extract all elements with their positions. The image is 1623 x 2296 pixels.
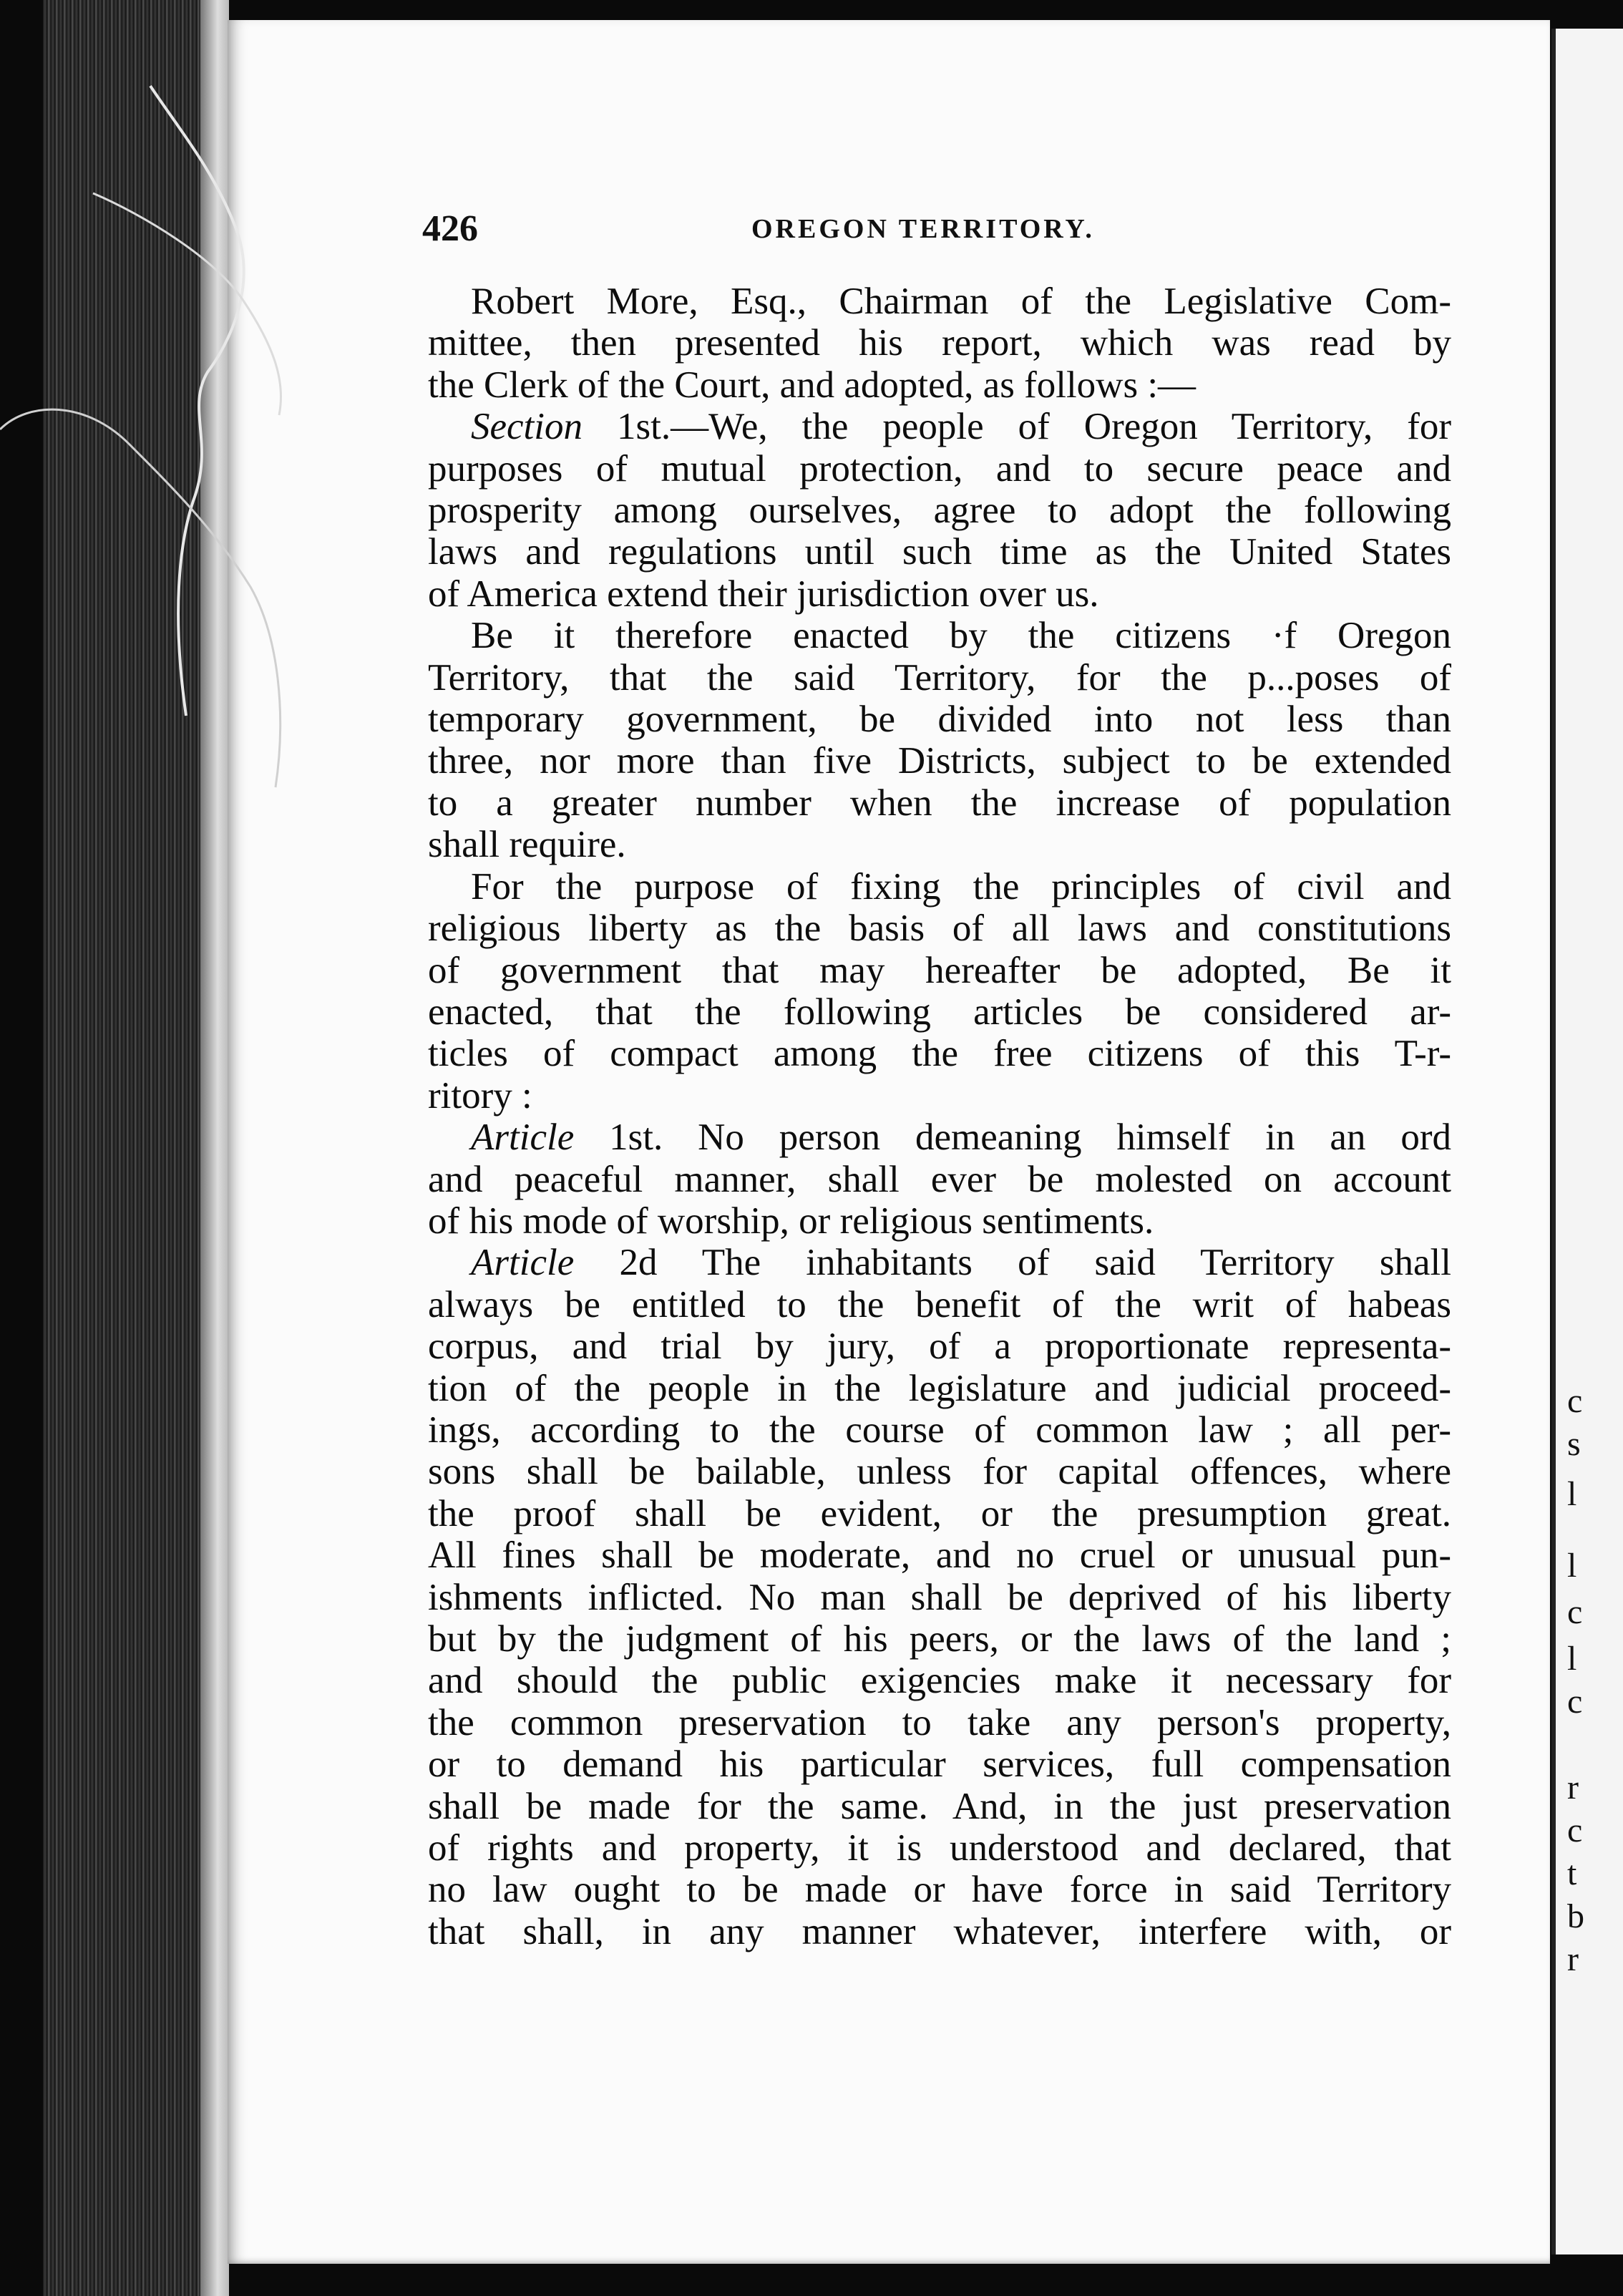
article-label: Article [471, 1242, 575, 1284]
text-line: no law ought to be made or have force in said Territory [428, 1869, 1451, 1911]
text-line: temporary government, be divided into not less than [428, 699, 1451, 741]
paragraph-article-1 [428, 1117, 1451, 1242]
text-line: enacted, that the following articles be considered ar- [428, 991, 1451, 1033]
facing-page-letter: l [1567, 1547, 1577, 1585]
facing-page-letter: c [1567, 1593, 1583, 1631]
text-line [428, 1242, 1451, 1283]
text-line: the Clerk of the Court, and adopted, as follows :— [428, 364, 1196, 406]
paragraph-article-2 [428, 1242, 1451, 1952]
text-line [428, 1117, 1451, 1158]
text-line: purposes of mutual protection, and to secure peace and [428, 447, 1451, 490]
text-line: laws and regulations until such time as the United States [428, 531, 1451, 573]
text-line: the common preservation to take any person's property, [428, 1701, 1451, 1743]
text-line: corpus, and trial by jury, of a proportionate representa- [428, 1325, 1451, 1368]
facing-page-letter: b [1567, 1897, 1584, 1935]
paragraph-enactment [428, 615, 1451, 865]
text-line: of his mode of worship, or religious sentiments. [428, 1200, 1154, 1242]
body-text [428, 281, 1451, 1952]
facing-page-letter: r [1567, 1769, 1579, 1806]
paragraph-principles [428, 866, 1451, 1117]
facing-page-edge [1551, 29, 1623, 2254]
text-line: shall require. [428, 824, 626, 866]
text-line: sons shall be bailable, unless for capital offences, where [428, 1451, 1451, 1493]
text-line: but by the judgment of his peers, or the laws of the land ; [428, 1618, 1451, 1660]
paragraph-intro [428, 281, 1451, 406]
paragraph-section-1 [428, 406, 1451, 615]
running-title: OREGON TERRITORY. [751, 214, 1095, 244]
article-lead-text: 2d The inhabitants of said Territory shall [574, 1242, 1451, 1284]
article-lead-text: 1st. No person demeaning himself in an ord [574, 1117, 1451, 1159]
text-line: to a greater number when the increase of population [428, 782, 1451, 824]
facing-page-letter: c [1567, 1382, 1583, 1420]
text-line: shall be made for the same. And, in the just preservation [428, 1785, 1451, 1827]
text-line: prosperity among ourselves, agree to adopt the following [428, 490, 1451, 532]
running-head [422, 208, 1481, 250]
facing-page-letter: s [1567, 1425, 1581, 1463]
text-line: ritory : [428, 1074, 532, 1117]
text-line: or to demand his particular services, full compensation [428, 1743, 1451, 1786]
page-number: 426 [422, 208, 478, 249]
text-line [428, 406, 1451, 447]
text-line: of America extend their jurisdiction over us. [428, 573, 1099, 615]
text-line: mittee, then presented his report, which was read by [428, 322, 1451, 364]
section-lead-text: 1st.—We, the people of Oregon Territory, for [583, 406, 1451, 448]
facing-page-letter: l [1567, 1475, 1577, 1513]
book-page-edges [43, 0, 229, 2296]
text-line: ishments inflicted. No man shall be deprived of his liberty [428, 1576, 1451, 1618]
text-line: Robert More, Esq., Chairman of the Legislative Com- [471, 281, 1451, 322]
text-line: Territory, that the said Territory, for the p...poses of [428, 656, 1451, 699]
text-line: always be entitled to the benefit of the writ of habeas [428, 1283, 1451, 1325]
text-line: three, nor more than five Districts, subject to be extended [428, 740, 1451, 782]
text-line: that shall, in any manner whatever, interfere with, or [428, 1910, 1451, 1952]
text-line: and peaceful manner, shall ever be molested on account [428, 1158, 1451, 1200]
facing-page-letter: t [1567, 1854, 1577, 1892]
text-line: Be it therefore enacted by the citizens ·f Oregon [471, 615, 1451, 657]
text-line: the proof shall be evident, or the presumption great. [428, 1492, 1451, 1534]
text-line: of rights and property, it is understood and declared, that [428, 1827, 1451, 1869]
facing-page-letter: r [1567, 1940, 1579, 1978]
text-line: ticles of compact among the free citizens of this T-r- [428, 1033, 1451, 1075]
text-line: ings, according to the course of common law ; all per- [428, 1409, 1451, 1451]
facing-page-letter: l [1567, 1640, 1577, 1678]
facing-page-letter: c [1567, 1811, 1583, 1849]
article-label: Article [471, 1117, 575, 1159]
text-line: religious liberty as the basis of all laws and constitutions [428, 908, 1451, 950]
text-line: For the purpose of fixing the principles of civil and [471, 865, 1451, 908]
text-line: of government that may hereafter be adopted, Be it [428, 949, 1451, 991]
text-line: All fines shall be moderate, and no cruel or unusual pun- [428, 1534, 1451, 1577]
facing-page-letter: c [1567, 1683, 1583, 1721]
text-line: tion of the people in the legislature and judicial proceed- [428, 1367, 1451, 1409]
section-label: Section [471, 406, 583, 448]
text-line: and should the public exigencies make it necessary for [428, 1660, 1451, 1702]
